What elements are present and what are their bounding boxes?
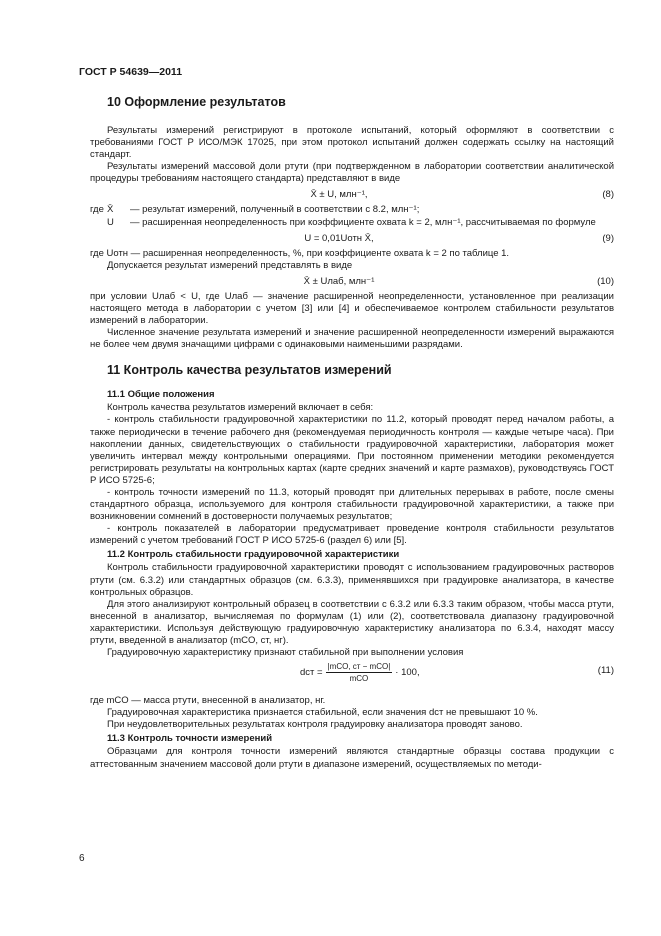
section-10-paragraph-3: Допускается результат измерений представлять в виде xyxy=(107,259,353,271)
subsection-11-1-paragraph-4: - контроль показателей в лаборатории предусматривает проведение контроля стабильности результатов измерений с учетом требований ГОСТ Р ИСО 5725-6 (раздел 6) или [5]. xyxy=(90,523,614,547)
equation-9 xyxy=(90,230,614,247)
subsection-11-2-paragraph-3: Градуировочную характеристику признают стабильной при выполнении условия xyxy=(107,647,464,659)
equation-9-formula: U = 0,01Uотн X̄, xyxy=(304,232,374,244)
section-10-paragraph-5: Численное значение результата измерений и значение расширенной неопределенности измерений выражаются не более чем двумя значащими цифрами с одинаковыми наименьшими разрядами. xyxy=(90,327,614,351)
equation-11-lhs: dст = xyxy=(300,667,323,679)
equation-10 xyxy=(90,273,614,290)
section-10-paragraph-4: при условии Uлаб < U, где Uлаб — значение расширенной неопределенности, установленное при реализации настоящего метода в лаборатории с учетом [3] или [4] и обеспечиваемое контролем стабильности результатов измерений в лаборатории. xyxy=(90,290,614,327)
subsection-11-2-paragraph-5: Градуировочная характеристика признается стабильной, если значения dст не превышают 10 %. xyxy=(107,707,538,719)
equation-8-formula: X̄ ± U, млн⁻¹, xyxy=(310,189,368,201)
page-content xyxy=(90,94,614,771)
definition-u xyxy=(90,217,614,229)
subsection-11-1-paragraph-1: Контроль качества результатов измерений включает в себя: xyxy=(107,402,374,414)
equation-10-formula: X̄ ± Uлаб, млн⁻¹ xyxy=(303,275,375,287)
subsection-11-2-paragraph-2: Для этого анализируют контрольный образец в соответствии с 6.3.2 или 6.3.3 таким образом, чтобы масса ртути, внесенной в анализатор, вычисляемая по формулам (1) или (2), соответствовала диапазону градуировочной характеристики. Используя действующую градуировочную характеристику анализатора по 6.3.4, находят массу ртути, введенной в анализатор (mCO, ст, нг). xyxy=(90,598,614,646)
definition-u-text: — расширенная неопределенность при коэффициенте охвата k = 2, млн⁻¹, рассчитываемая по формуле xyxy=(130,216,596,228)
subsection-11-2-paragraph-6: При неудовлетворительных результатах контроля градуировку анализатора проводят заново. xyxy=(107,719,523,731)
equation-9-number: (9) xyxy=(602,232,614,244)
equation-11-formula xyxy=(300,662,420,683)
page-number: 6 xyxy=(79,853,85,864)
standard-header: ГОСТ Р 54639—2011 xyxy=(79,66,183,78)
equation-11 xyxy=(90,662,614,692)
section-11-title: 11 Контроль качества результатов измерений xyxy=(107,363,392,378)
definition-where: где xyxy=(90,204,104,216)
equation-8-number: (8) xyxy=(602,189,614,201)
subsection-11-2-paragraph-4: где mCO — масса ртути, внесенной в анализатор, нг. xyxy=(90,695,326,707)
definition-x-term: X̄ xyxy=(107,204,114,216)
equation-11-numerator: |mCO, ст − mCO| xyxy=(327,662,391,672)
section-10-paragraph-1: Результаты измерений регистрируют в протоколе испытаний, который оформляют в соответствии с требованиями ГОСТ Р ИСО/МЭК 17025, при этом протокол испытаний должен содержать ссылку на настоящий стандарт. xyxy=(90,125,614,161)
definitions-8 xyxy=(90,204,614,228)
equation-10-number: (10) xyxy=(597,275,614,287)
subsection-11-2-title: 11.2 Контроль стабильности градуировочной характеристики xyxy=(107,549,400,561)
subsection-11-1-paragraph-3: - контроль точности измерений по 11.3, который проводят при длительных перерывах в работе, после смены стандартного образца, используемого для контроля стабильности градуировочной характеристики, а также при возникновении сомнений в достоверности получаемых результатов; xyxy=(90,486,614,523)
definition-u-term: U xyxy=(107,216,114,228)
equation-11-fraction xyxy=(326,662,393,683)
subsection-11-2-paragraph-1: Контроль стабильности градуировочной характеристики проводят с использованием градуировочных растворов ртути (см. 6.3.2) или стандартных образцов (см. 6.3.3), применявшихся при градуировке анализатора, в качестве контрольных образцов. xyxy=(90,562,614,598)
subsection-11-3-title: 11.3 Контроль точности измерений xyxy=(107,733,273,745)
subsection-11-1-title: 11.1 Общие положения xyxy=(107,389,215,401)
subsection-11-3-paragraph-1: Образцами для контроля точности измерений являются стандартные образцы состава продукции с аттестованным значением массовой доли ртути в диапазоне измерений, осуществляемых по методи- xyxy=(90,746,614,770)
definition-x xyxy=(90,204,614,216)
definition-x-text: — результат измерений, полученный в соответствии с 8.2, млн⁻¹; xyxy=(130,204,420,216)
subsection-11-1-paragraph-2: - контроль стабильности градуировочной характеристики по 11.2, который проводят перед началом работы, а также периодически в течение рабочего дня (рекомендуемая периодичность контроля — каждые четыре часа). При накоплении данных, свидетельствующих о стабильности градуировочной характеристики, лаборатория может увеличить интервал между контрольными операциями. При постоянном применении методики рекомендуется регистрировать результаты на контрольных картах (карте средних значений и карте размахов), руководствуясь ГОСТ Р ИСО 5725-6; xyxy=(90,414,614,486)
equation-11-number: (11) xyxy=(597,665,614,677)
section-10-paragraph-2: Результаты измерений массовой доли ртути (при подтвержденном в лаборатории соответствии аналитической процедуры требованиям настоящего стандарта) представляют в виде xyxy=(90,161,614,185)
equation-11-rhs: · 100, xyxy=(395,667,420,679)
section-10-title: 10 Оформление результатов xyxy=(107,95,286,109)
definition-uotn: где Uотн — расширенная неопределенность, %, при коэффициенте охвата k = 2 по таблице 1. xyxy=(90,247,510,259)
equation-8 xyxy=(90,186,614,203)
equation-11-denominator: mCO xyxy=(349,674,369,684)
